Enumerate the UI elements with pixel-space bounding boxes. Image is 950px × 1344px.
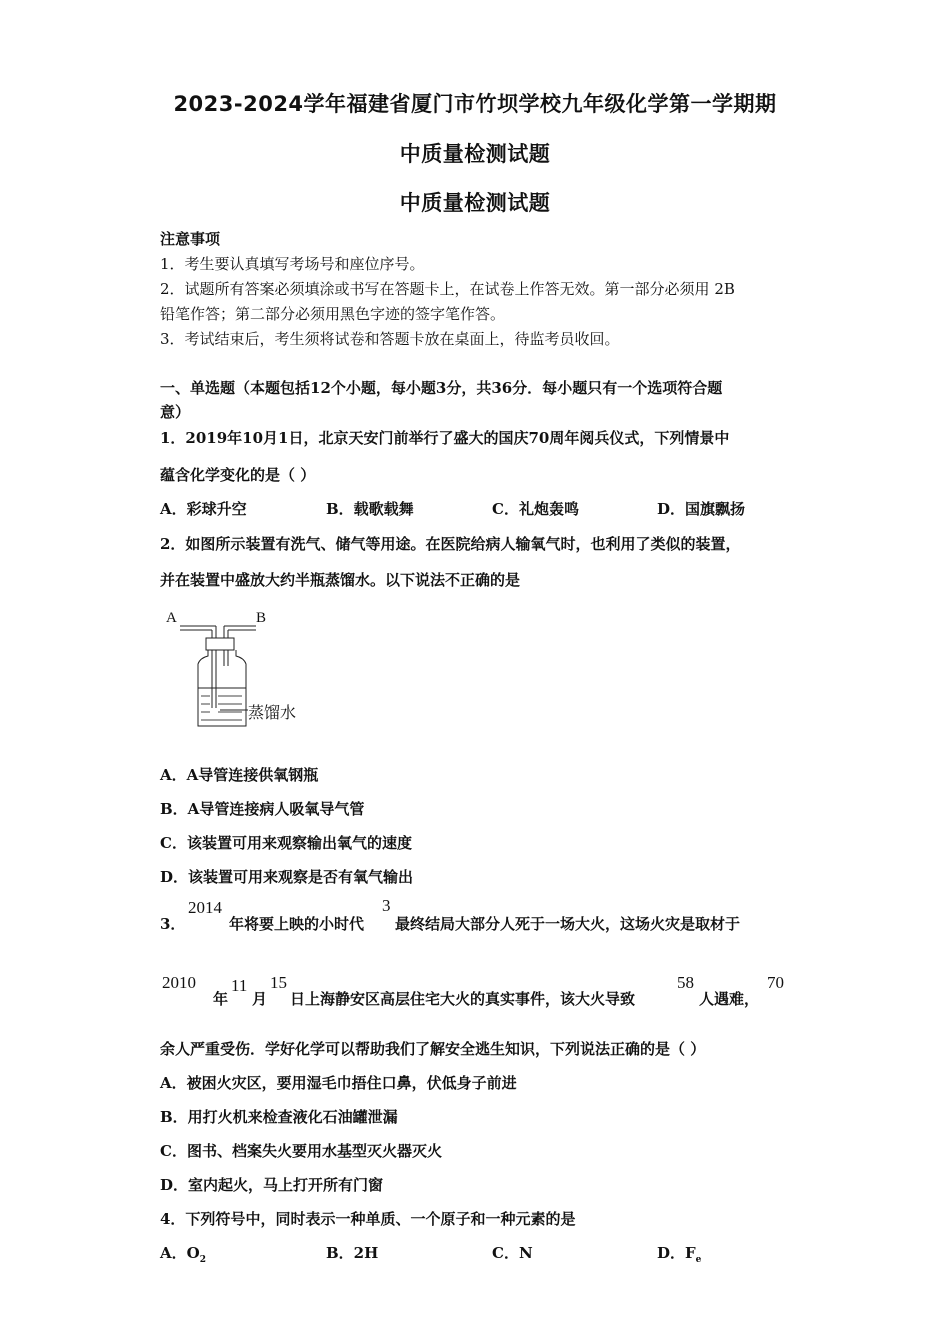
- q3-month-char: 月: [252, 990, 268, 1008]
- label-b: B: [256, 610, 267, 626]
- q4-option-a: A．$O_2$: [160, 1244, 206, 1265]
- q3-text-3: 日上海静安区高层住宅大火的真实事件，该大火导致: [290, 990, 636, 1008]
- q3-option-d: D．室内起火，马上打开所有门窗: [160, 1176, 384, 1194]
- notice-item: 2．试题所有答案必须填涂或书写在答题卡上，在试卷上作答无效。第一部分必须用 2B: [160, 280, 735, 298]
- q4-option-b: B．2H: [326, 1244, 379, 1262]
- q4-stem: 4．下列符号中，同时表示一种单质、一个原子和一种元素的是: [160, 1210, 576, 1228]
- q3-year-char: 年: [213, 990, 229, 1008]
- q1-stem-cont: 蕴含化学变化的是（ ）: [160, 466, 316, 484]
- title-line-1: 2023-2024学年福建省厦门市竹坝学校九年级化学第一学期期: [173, 92, 777, 116]
- q3-number-11: 11: [231, 976, 248, 995]
- q1-option-a: A．彩球升空: [160, 500, 247, 518]
- q3-number-2014: 2014: [188, 898, 222, 917]
- q3-option-a: A．被困火灾区，要用湿毛巾捂住口鼻，伏低身子前进: [160, 1074, 517, 1092]
- q1-option-b: B．载歌载舞: [326, 500, 414, 518]
- section-heading: 一、单选题（本题包括12个小题，每小题3分，共36分．每小题只有一个选项符合题: [160, 379, 723, 397]
- q2-option-d: D．该装置可用来观察是否有氧气输出: [160, 868, 414, 886]
- q2-option-c: C．该装置可用来观察输出氧气的速度: [160, 834, 412, 852]
- title-line-3: 中质量检测试题: [399, 191, 551, 215]
- q1-stem: 1．2019年10月1日，北京天安门前举行了盛大的国庆70周年阅兵仪式，下列情景中: [160, 429, 730, 447]
- notice-heading: 注意事项: [160, 230, 221, 248]
- q4-option-c: C．N: [492, 1244, 533, 1262]
- label-distilled-water: 蒸馏水: [248, 703, 297, 722]
- title-line-2: 中质量检测试题: [399, 142, 551, 166]
- section-heading-cont: 意）: [160, 403, 191, 421]
- q3-option-b: B．用打火机来检查液化石油罐泄漏: [160, 1108, 398, 1126]
- notice-item: 1．考生要认真填写考场号和座位序号。: [160, 255, 425, 273]
- q2-stem: 2．如图所示装置有洗气、储气等用途。在医院给病人输氧气时，也利用了类似的装置，: [160, 535, 741, 553]
- q3-number-70: 70: [767, 973, 784, 992]
- q3-text-1: 年将要上映的小时代: [229, 915, 365, 933]
- q3-number-2010: 2010: [162, 973, 196, 992]
- q4-option-d: D．$F_e$: [657, 1244, 702, 1265]
- q2-option-b: B．A导管连接病人吸氧导气管: [160, 800, 365, 818]
- q3-prefix: 3．: [160, 915, 186, 933]
- q3-text-2: 最终结局大部分人死于一场大火，这场火灾是取材于: [395, 915, 741, 933]
- q2-stem-cont: 并在装置中盛放大约半瓶蒸馏水。以下说法不正确的是: [160, 571, 521, 589]
- q3-number-15: 15: [270, 973, 287, 992]
- notice-item: 3．考试结束后，考生须将试卷和答题卡放在桌面上，待监考员收回。: [160, 330, 620, 348]
- q3-text-4: 人遇难，: [699, 990, 760, 1008]
- q3-number-3: 3: [382, 896, 391, 915]
- q2-option-a: A．A导管连接供氧钢瓶: [160, 766, 319, 784]
- label-a: A: [166, 610, 177, 626]
- q3-stem-cont: 余人严重受伤．学好化学可以帮助我们了解安全逃生知识，下列说法正确的是（ ）: [160, 1040, 706, 1058]
- q1-option-d: D．国旗飘扬: [657, 500, 746, 518]
- notice-item: 铅笔作答；第二部分必须用黑色字迹的签字笔作答。: [160, 305, 506, 323]
- q3-number-58: 58: [677, 973, 694, 992]
- q1-option-c: C．礼炮轰鸣: [492, 500, 579, 518]
- gas-washing-bottle-figure: [160, 608, 320, 738]
- q3-option-c: C．图书、档案失火要用水基型灭火器灭火: [160, 1142, 442, 1160]
